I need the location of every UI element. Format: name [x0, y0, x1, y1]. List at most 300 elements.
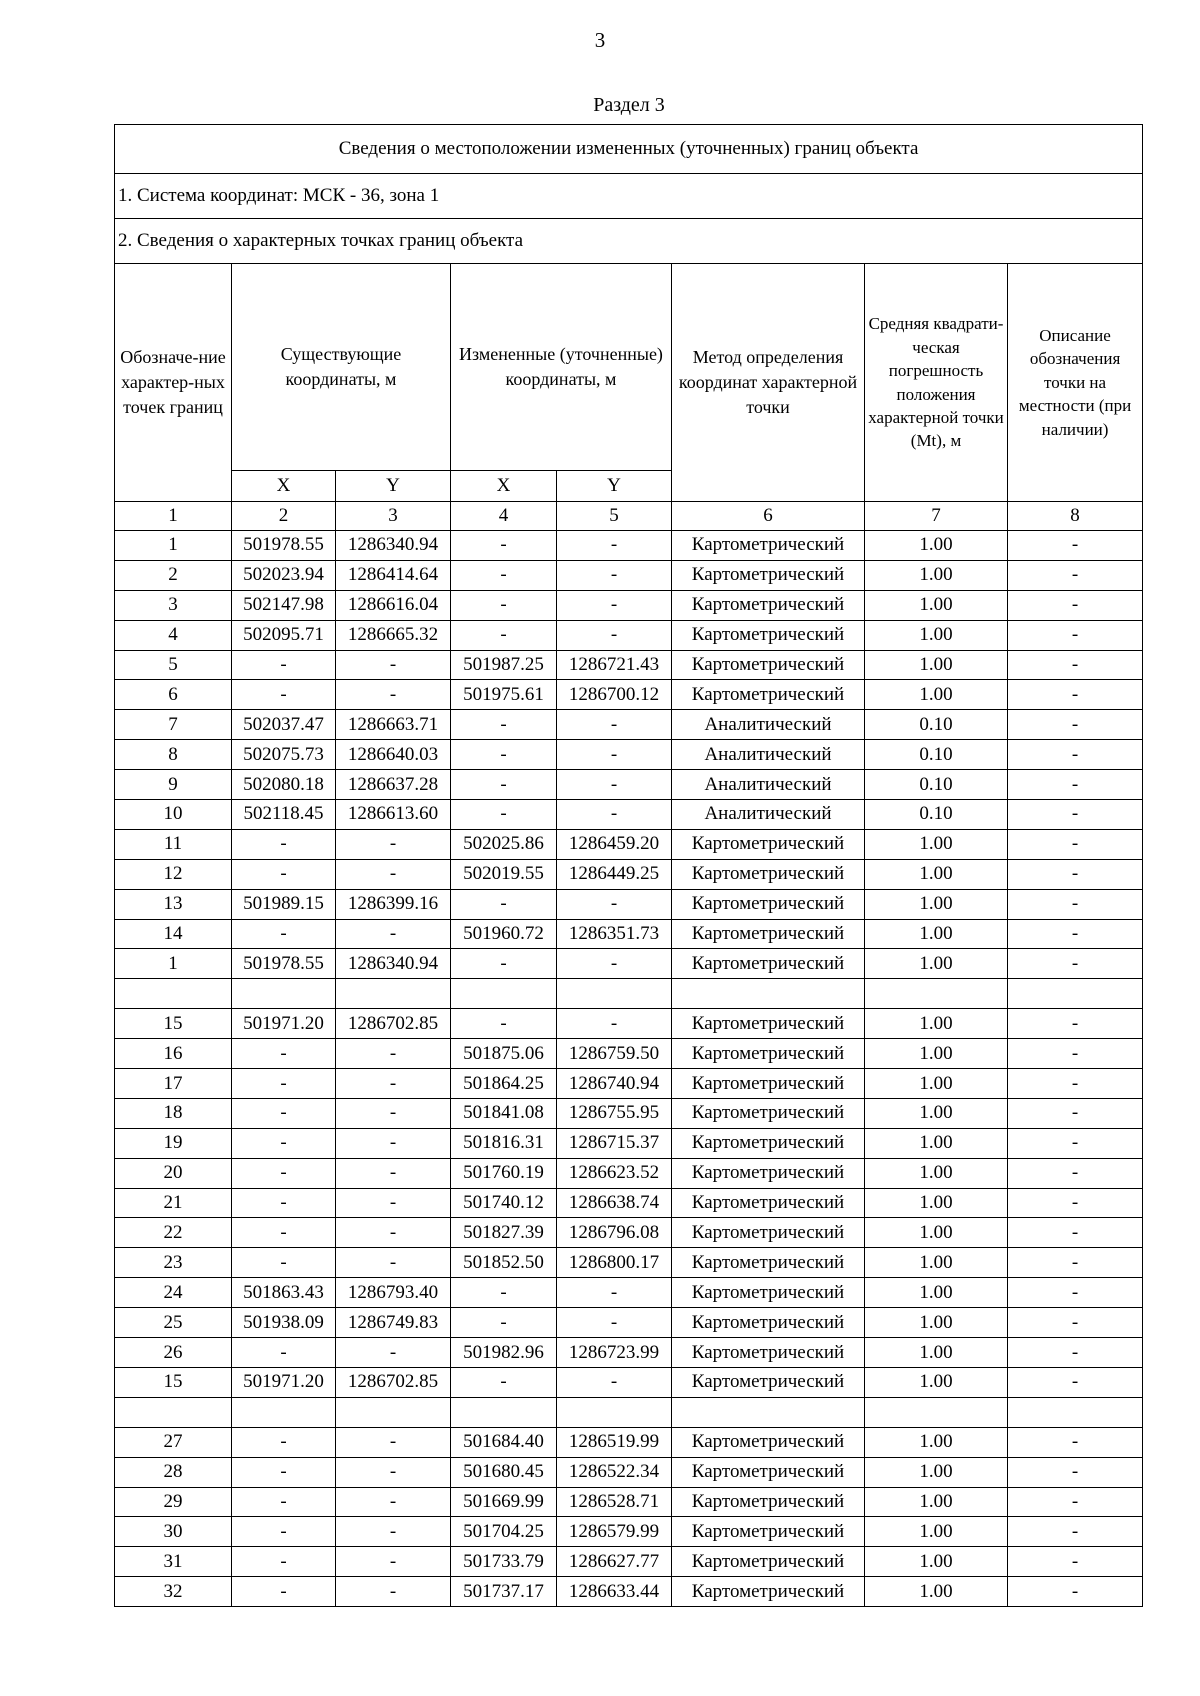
- table-cell: Картометрический: [672, 1128, 865, 1158]
- table-cell: 0.10: [865, 770, 1008, 800]
- table-cell: 1286449.25: [557, 859, 672, 889]
- table-cell: 501978.55: [232, 949, 336, 979]
- table-cell: [1008, 979, 1143, 1009]
- table-cell: 1286702.85: [336, 1367, 451, 1397]
- table-cell: 1286351.73: [557, 919, 672, 949]
- table-cell: 30: [115, 1517, 232, 1547]
- table-cell: 501760.19: [451, 1158, 557, 1188]
- table-cell: 1.00: [865, 949, 1008, 979]
- header-method: Метод определения координат характерной точки: [672, 264, 865, 502]
- table-cell: -: [557, 800, 672, 830]
- table-cell: Картометрический: [672, 1457, 865, 1487]
- table-cell: 502147.98: [232, 590, 336, 620]
- table-cell: 501680.45: [451, 1457, 557, 1487]
- table-cell: 26: [115, 1338, 232, 1368]
- table-cell: 501938.09: [232, 1308, 336, 1338]
- table-cell: 1.00: [865, 1308, 1008, 1338]
- table-cell: 501960.72: [451, 919, 557, 949]
- table-cell: 1.00: [865, 650, 1008, 680]
- table-cell: 1286640.03: [336, 740, 451, 770]
- table-cell: -: [1008, 919, 1143, 949]
- table-cell: 1286459.20: [557, 829, 672, 859]
- table-cell: 8: [115, 740, 232, 770]
- table-cell: 501704.25: [451, 1517, 557, 1547]
- table-cell: -: [1008, 560, 1143, 590]
- table-cell: 1.00: [865, 1218, 1008, 1248]
- table-cell: 501864.25: [451, 1069, 557, 1099]
- table-cell: Картометрический: [672, 1338, 865, 1368]
- table-cell: 1286340.94: [336, 949, 451, 979]
- table-cell: 502019.55: [451, 859, 557, 889]
- table-cell: Аналитический: [672, 740, 865, 770]
- table-row: [115, 889, 1143, 919]
- table-cell: 1.00: [865, 1338, 1008, 1368]
- table-row: [115, 1218, 1143, 1248]
- table-cell: -: [1008, 590, 1143, 620]
- table-cell: -: [232, 1158, 336, 1188]
- table-row: [115, 740, 1143, 770]
- header-changed-y: Y: [557, 471, 672, 502]
- table-cell: -: [232, 680, 336, 710]
- table-cell: 1286759.50: [557, 1039, 672, 1069]
- table-cell: 15: [115, 1367, 232, 1397]
- table-separator-row: [115, 1397, 1143, 1427]
- table-row: [115, 829, 1143, 859]
- table-cell: [115, 1397, 232, 1427]
- table-cell: [1008, 1397, 1143, 1427]
- table-cell: -: [336, 1547, 451, 1577]
- table-cell: -: [557, 770, 672, 800]
- table-cell: -: [1008, 1218, 1143, 1248]
- table-cell: 501816.31: [451, 1128, 557, 1158]
- table-cell: 1.00: [865, 1069, 1008, 1099]
- table-cell: 1286793.40: [336, 1278, 451, 1308]
- table-row: [115, 590, 1143, 620]
- table-cell: 1286665.32: [336, 620, 451, 650]
- table-cell: Картометрический: [672, 680, 865, 710]
- table-cell: Картометрический: [672, 1547, 865, 1577]
- table-row: [115, 650, 1143, 680]
- table-cell: -: [336, 1427, 451, 1457]
- table-cell: -: [451, 560, 557, 590]
- header-existing-coords: Существующие координаты, м: [232, 264, 451, 471]
- table-cell: -: [336, 859, 451, 889]
- table-row: [115, 800, 1143, 830]
- table-title: Сведения о местоположении измененных (уточненных) границ объекта: [115, 125, 1143, 174]
- table-cell: -: [557, 1278, 672, 1308]
- table-cell: -: [451, 1308, 557, 1338]
- table-cell: [336, 979, 451, 1009]
- table-cell: 1286702.85: [336, 1009, 451, 1039]
- table-cell: 11: [115, 829, 232, 859]
- table-cell: -: [336, 1517, 451, 1547]
- table-cell: -: [1008, 1427, 1143, 1457]
- table-cell: 17: [115, 1069, 232, 1099]
- table-cell: 1.00: [865, 859, 1008, 889]
- table-cell: 1286579.99: [557, 1517, 672, 1547]
- table-cell: Картометрический: [672, 1009, 865, 1039]
- table-cell: 20: [115, 1158, 232, 1188]
- table-cell: -: [232, 859, 336, 889]
- table-cell: -: [232, 1188, 336, 1218]
- table-cell: -: [232, 650, 336, 680]
- table-cell: Картометрический: [672, 1577, 865, 1607]
- table-cell: 501971.20: [232, 1367, 336, 1397]
- table-cell: -: [557, 740, 672, 770]
- table-cell: 1.00: [865, 1547, 1008, 1577]
- table-cell: -: [336, 1248, 451, 1278]
- table-cell: 1286715.37: [557, 1128, 672, 1158]
- table-row: [115, 1577, 1143, 1607]
- table-cell: 7: [115, 710, 232, 740]
- table-cell: 1286638.74: [557, 1188, 672, 1218]
- table-cell: 1286723.99: [557, 1338, 672, 1368]
- table-cell: -: [1008, 770, 1143, 800]
- table-cell: -: [557, 710, 672, 740]
- table-cell: 1286755.95: [557, 1098, 672, 1128]
- table-cell: -: [1008, 949, 1143, 979]
- table-cell: [451, 1397, 557, 1427]
- table-cell: 29: [115, 1487, 232, 1517]
- table-cell: 502025.86: [451, 829, 557, 859]
- table-row: [115, 919, 1143, 949]
- column-numbers-row: [115, 502, 1143, 531]
- table-cell: [865, 1397, 1008, 1427]
- table-cell: -: [336, 1188, 451, 1218]
- table-cell: -: [1008, 859, 1143, 889]
- header-error: Средняя квадрати-ческая погрешность положения характерной точки (Mt), м: [865, 264, 1008, 502]
- table-cell: 32: [115, 1577, 232, 1607]
- table-cell: 1: [115, 531, 232, 561]
- table-cell: 1286616.04: [336, 590, 451, 620]
- table-cell: [232, 979, 336, 1009]
- table-cell: 15: [115, 1009, 232, 1039]
- table-cell: 1.00: [865, 1248, 1008, 1278]
- table-cell: 501740.12: [451, 1188, 557, 1218]
- table-cell: 28: [115, 1457, 232, 1487]
- table-cell: -: [232, 919, 336, 949]
- table-cell: -: [451, 620, 557, 650]
- table-cell: -: [1008, 620, 1143, 650]
- table-cell: 1.00: [865, 1278, 1008, 1308]
- table-cell: -: [451, 800, 557, 830]
- table-cell: 502037.47: [232, 710, 336, 740]
- table-cell: 1286796.08: [557, 1218, 672, 1248]
- table-cell: 1286721.43: [557, 650, 672, 680]
- header-description: Описание обозначения точки на местности (при наличии): [1008, 264, 1143, 502]
- column-number: 2: [232, 502, 336, 531]
- column-number: 1: [115, 502, 232, 531]
- table-cell: 1286637.28: [336, 770, 451, 800]
- table-cell: -: [1008, 889, 1143, 919]
- table-cell: 1286340.94: [336, 531, 451, 561]
- table-row: [115, 620, 1143, 650]
- table-cell: 1.00: [865, 1577, 1008, 1607]
- table-cell: Картометрический: [672, 1517, 865, 1547]
- table-cell: Аналитический: [672, 800, 865, 830]
- table-cell: -: [232, 1218, 336, 1248]
- table-cell: Картометрический: [672, 949, 865, 979]
- boundary-points-table: [114, 124, 1143, 1607]
- table-cell: 1.00: [865, 829, 1008, 859]
- table-cell: 501982.96: [451, 1338, 557, 1368]
- table-cell: -: [557, 1308, 672, 1338]
- table-row: [115, 859, 1143, 889]
- table-cell: [115, 979, 232, 1009]
- table-cell: [672, 1397, 865, 1427]
- table-cell: 501827.39: [451, 1218, 557, 1248]
- table-row: [115, 1188, 1143, 1218]
- table-cell: -: [232, 1517, 336, 1547]
- table-row: [115, 1039, 1143, 1069]
- table-cell: 1286522.34: [557, 1457, 672, 1487]
- table-cell: 14: [115, 919, 232, 949]
- table-cell: -: [451, 770, 557, 800]
- table-cell: 1.00: [865, 1039, 1008, 1069]
- column-number: 6: [672, 502, 865, 531]
- table-cell: 24: [115, 1278, 232, 1308]
- table-cell: 1.00: [865, 680, 1008, 710]
- table-cell: 16: [115, 1039, 232, 1069]
- table-row: [115, 949, 1143, 979]
- table-cell: 1286749.83: [336, 1308, 451, 1338]
- table-cell: 27: [115, 1427, 232, 1457]
- table-cell: [232, 1397, 336, 1427]
- table-cell: -: [1008, 1248, 1143, 1278]
- table-cell: 1.00: [865, 1487, 1008, 1517]
- table-cell: Картометрический: [672, 1218, 865, 1248]
- table-cell: -: [1008, 710, 1143, 740]
- table-cell: Картометрический: [672, 531, 865, 561]
- table-cell: -: [1008, 1098, 1143, 1128]
- table-row: [115, 770, 1143, 800]
- table-cell: 1.00: [865, 1188, 1008, 1218]
- table-cell: 1.00: [865, 1367, 1008, 1397]
- table-cell: -: [232, 829, 336, 859]
- table-cell: -: [232, 1487, 336, 1517]
- table-cell: [557, 1397, 672, 1427]
- table-cell: 1.00: [865, 590, 1008, 620]
- table-cell: 1286740.94: [557, 1069, 672, 1099]
- table-row: [115, 1517, 1143, 1547]
- header-changed-x: X: [451, 471, 557, 502]
- table-cell: -: [336, 1338, 451, 1368]
- column-number: 7: [865, 502, 1008, 531]
- table-cell: Картометрический: [672, 1308, 865, 1338]
- table-cell: -: [1008, 829, 1143, 859]
- column-number: 3: [336, 502, 451, 531]
- table-row: [115, 1457, 1143, 1487]
- table-cell: -: [232, 1098, 336, 1128]
- table-cell: -: [557, 590, 672, 620]
- table-cell: [336, 1397, 451, 1427]
- table-cell: Картометрический: [672, 1248, 865, 1278]
- table-cell: -: [336, 829, 451, 859]
- table-cell: 1.00: [865, 889, 1008, 919]
- table-cell: Картометрический: [672, 1098, 865, 1128]
- table-cell: -: [451, 1367, 557, 1397]
- table-cell: -: [1008, 1009, 1143, 1039]
- coordinate-system: 1. Система координат: МСК - 36, зона 1: [115, 174, 1143, 219]
- table-cell: Картометрический: [672, 590, 865, 620]
- table-cell: -: [1008, 1158, 1143, 1188]
- table-cell: Картометрический: [672, 919, 865, 949]
- table-cell: -: [1008, 1188, 1143, 1218]
- table-cell: Картометрический: [672, 1069, 865, 1099]
- table-cell: -: [336, 650, 451, 680]
- table-cell: 1.00: [865, 1457, 1008, 1487]
- table-row: [115, 710, 1143, 740]
- header-point: Обозначе-ние характер-ных точек границ: [115, 264, 232, 502]
- table-cell: -: [336, 1158, 451, 1188]
- points-section-title: 2. Сведения о характерных точках границ объекта: [115, 219, 1143, 264]
- column-number: 4: [451, 502, 557, 531]
- table-cell: -: [1008, 1457, 1143, 1487]
- table-row: [115, 531, 1143, 561]
- table-cell: 501975.61: [451, 680, 557, 710]
- table-cell: 501987.25: [451, 650, 557, 680]
- table-row: [115, 1098, 1143, 1128]
- table-cell: -: [336, 1218, 451, 1248]
- table-cell: -: [232, 1577, 336, 1607]
- table-cell: 1286800.17: [557, 1248, 672, 1278]
- table-cell: 501875.06: [451, 1039, 557, 1069]
- table-cell: Картометрический: [672, 1158, 865, 1188]
- table-cell: 501852.50: [451, 1248, 557, 1278]
- table-cell: [865, 979, 1008, 1009]
- table-cell: 23: [115, 1248, 232, 1278]
- table-cell: Картометрический: [672, 560, 865, 590]
- table-cell: 501669.99: [451, 1487, 557, 1517]
- table-cell: 1286700.12: [557, 680, 672, 710]
- table-cell: 22: [115, 1218, 232, 1248]
- table-cell: -: [1008, 1367, 1143, 1397]
- table-cell: 501989.15: [232, 889, 336, 919]
- table-cell: -: [1008, 680, 1143, 710]
- table-cell: -: [232, 1039, 336, 1069]
- table-cell: Картометрический: [672, 829, 865, 859]
- table-cell: -: [1008, 1128, 1143, 1158]
- header-changed-coords: Измененные (уточненные) координаты, м: [451, 264, 672, 471]
- table-cell: Картометрический: [672, 1188, 865, 1218]
- table-cell: 1.00: [865, 560, 1008, 590]
- table-cell: 9: [115, 770, 232, 800]
- table-cell: -: [336, 1069, 451, 1099]
- table-cell: 1.00: [865, 531, 1008, 561]
- table-cell: 1.00: [865, 919, 1008, 949]
- table-cell: Картометрический: [672, 620, 865, 650]
- table-cell: 501863.43: [232, 1278, 336, 1308]
- table-cell: 502118.45: [232, 800, 336, 830]
- table-cell: 4: [115, 620, 232, 650]
- table-cell: -: [336, 680, 451, 710]
- table-cell: 25: [115, 1308, 232, 1338]
- table-cell: 501978.55: [232, 531, 336, 561]
- table-row: [115, 1338, 1143, 1368]
- table-cell: 1: [115, 949, 232, 979]
- table-cell: -: [1008, 1308, 1143, 1338]
- table-cell: -: [232, 1128, 336, 1158]
- table-cell: [557, 979, 672, 1009]
- table-cell: -: [232, 1547, 336, 1577]
- table-cell: 501737.17: [451, 1577, 557, 1607]
- table-cell: -: [1008, 1278, 1143, 1308]
- table-cell: [451, 979, 557, 1009]
- table-cell: 0.10: [865, 800, 1008, 830]
- table-cell: -: [451, 710, 557, 740]
- header-existing-x: X: [232, 471, 336, 502]
- table-cell: -: [336, 1098, 451, 1128]
- table-cell: -: [557, 560, 672, 590]
- table-cell: -: [451, 590, 557, 620]
- table-cell: 1286399.16: [336, 889, 451, 919]
- table-cell: -: [557, 889, 672, 919]
- table-cell: -: [1008, 1069, 1143, 1099]
- table-cell: Аналитический: [672, 710, 865, 740]
- header-existing-y: Y: [336, 471, 451, 502]
- table-cell: -: [1008, 740, 1143, 770]
- table-row: [115, 560, 1143, 590]
- table-cell: 1.00: [865, 1427, 1008, 1457]
- table-cell: 12: [115, 859, 232, 889]
- table-cell: -: [336, 1039, 451, 1069]
- table-cell: 502075.73: [232, 740, 336, 770]
- table-cell: 1.00: [865, 1098, 1008, 1128]
- table-row: [115, 680, 1143, 710]
- table-cell: -: [557, 949, 672, 979]
- table-cell: 10: [115, 800, 232, 830]
- table-cell: Картометрический: [672, 1039, 865, 1069]
- table-cell: 19: [115, 1128, 232, 1158]
- table-cell: -: [1008, 1577, 1143, 1607]
- table-cell: 501684.40: [451, 1427, 557, 1457]
- table-row: [115, 1427, 1143, 1457]
- table-cell: 6: [115, 680, 232, 710]
- table-cell: -: [232, 1457, 336, 1487]
- table-cell: -: [232, 1069, 336, 1099]
- table-cell: 501971.20: [232, 1009, 336, 1039]
- table-cell: -: [557, 620, 672, 650]
- table-cell: 1.00: [865, 1009, 1008, 1039]
- table-cell: 0.10: [865, 710, 1008, 740]
- table-cell: -: [1008, 1039, 1143, 1069]
- table-cell: 1286633.44: [557, 1577, 672, 1607]
- table-cell: Картометрический: [672, 650, 865, 680]
- table-cell: 1286613.60: [336, 800, 451, 830]
- table-cell: -: [336, 919, 451, 949]
- table-cell: Аналитический: [672, 770, 865, 800]
- table-cell: 502080.18: [232, 770, 336, 800]
- table-row: [115, 1308, 1143, 1338]
- table-cell: 1.00: [865, 620, 1008, 650]
- table-cell: -: [336, 1577, 451, 1607]
- table-row: [115, 1128, 1143, 1158]
- table-cell: Картометрический: [672, 1427, 865, 1457]
- table-cell: -: [557, 1009, 672, 1039]
- table-cell: 1286627.77: [557, 1547, 672, 1577]
- table-row: [115, 1158, 1143, 1188]
- table-cell: -: [1008, 800, 1143, 830]
- table-cell: Картометрический: [672, 1278, 865, 1308]
- table-cell: 3: [115, 590, 232, 620]
- table-row: [115, 1069, 1143, 1099]
- table-cell: -: [451, 949, 557, 979]
- table-cell: 21: [115, 1188, 232, 1218]
- table-cell: 502095.71: [232, 620, 336, 650]
- table-cell: 1286414.64: [336, 560, 451, 590]
- table-row: [115, 1547, 1143, 1577]
- table-cell: -: [232, 1338, 336, 1368]
